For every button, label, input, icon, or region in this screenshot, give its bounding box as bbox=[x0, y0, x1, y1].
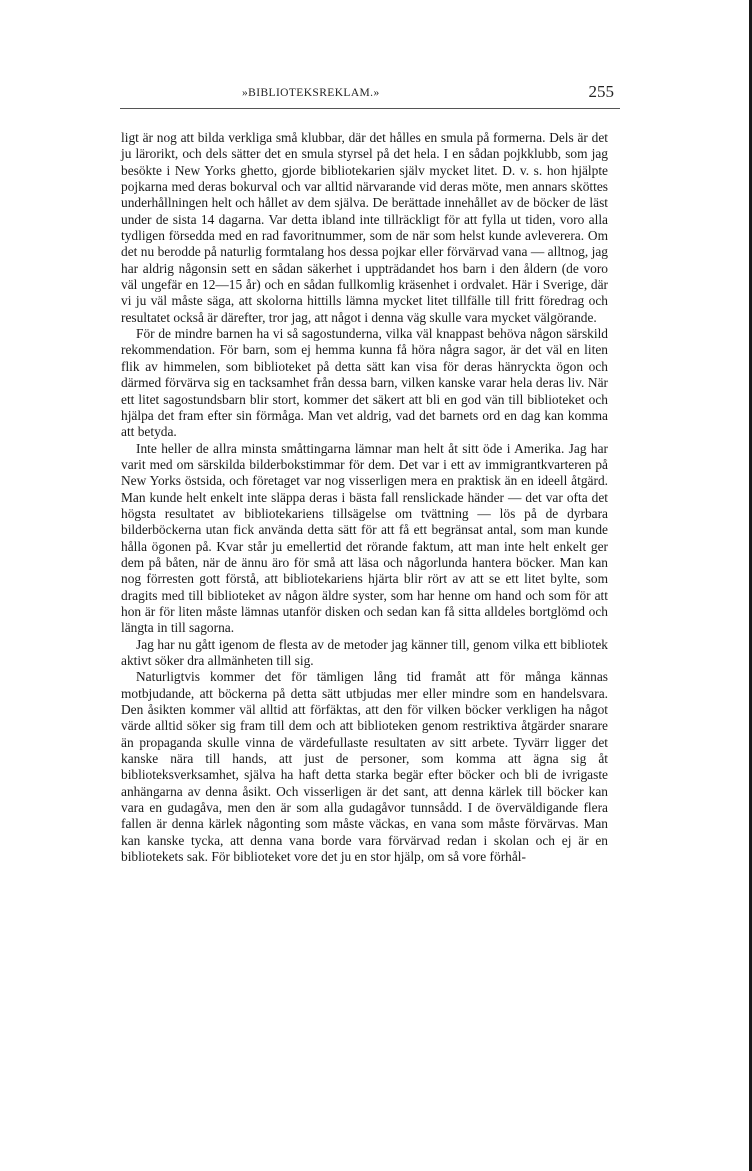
running-head: »BIBLIOTEKSREKLAM.» bbox=[242, 87, 380, 99]
paragraph: Jag har nu gått igenom de flesta av de metoder jag känner till, genom vilka ett bibliotek aktivt söker dra allmänheten till sig. bbox=[121, 636, 608, 668]
paragraph: Naturligtvis kommer det för tämligen lång tid framåt att för många kännas motbjudande, att böckerna på detta sätt utbjudas mer eller mindre som en handelsvara. Den åsikten kommer väl alltid att förfäktas, att den för vilken böcker verkligen ha något värde alltid söker sig fram till dem och att biblioteken genom restriktiva åtgärder snarare än propaganda skulle vinna de värdefullaste resultaten av sitt arbete. Tyvärr ligger det kanske nära till hands, att just de personer, som komma att ägna sig åt biblioteksverksamhet, själva ha haft detta starka begär efter böcker och bli de ivrigaste anhängarna av denna åsikt. Och visserligen är det sant, att denna kärlek till böcker kan vara en gudagåva, men den är som alla gudagåvor tunnsådd. I de överväldigande flera fallen är denna kärlek någonting som måste väckas, en vana som måste förvärvas. Man kan kanske tycka, att denna vana borde vara förvärvad redan i skolan och ej är en bibliotekets sak. För biblioteket vore det ju en stor hjälp, om så vore förhål- bbox=[121, 669, 608, 865]
body-text bbox=[121, 130, 608, 865]
paragraph: ligt är nog att bilda verkliga små klubbar, där det hålles en smula på formerna. Dels är det ju lärorikt, och dels sätter det en smula styrsel på det hela. I en sådan pojkklubb, som jag besökte i New Yorks ghetto, gjorde bibliotekarien själv mycket litet. D. v. s. hon hjälpte pojkarna med deras bokurval och var alltid närvarande vid deras möte, men annars sköttes underhållningen helt och hållet av dem själva. De berättade innehållet av de böcker de läst under de sista 14 dagarna. Var detta ibland inte tillräckligt för att fylla ut tiden, voro alla tydligen försedda med en rad favoritnummer, som de när som helst kunde avleverera. Om det nu berodde på naturlig formtalang hos dessa pojkar eller förvärvad vana — alltnog, jag har aldrig någonsin sett en sådan säkerhet i uppträdandet hos barn i den åldern (de voro väl ungefär en 12—15 år) och en sådan fullkomlig kräsenhet i ordvalet. Här i Sverige, där vi ju väl måste säga, att skolorna hittills lämna mycket litet tillfälle till fritt föredrag och resultatet också är därefter, tror jag, att något i denna väg skulle vara mycket välgörande. bbox=[121, 130, 608, 325]
page-header bbox=[120, 82, 620, 109]
paragraph: Inte heller de allra minsta småttingarna lämnar man helt åt sitt öde i Amerika. Jag har varit med om särskilda bilderbokstimmar för dem. Det var i ett av immigrantkvarteren på New Yorks östsida, och företaget var nog visserligen mera en praktisk än en ideell åtgärd. Man kunde helt enkelt inte släppa deras i bästa fall renslickade händer — det var ofta det högsta resultatet av bibliotekariens tillsägelse om tvättning — lös på de dyrbara bilderböckerna utan fick använda detta sätt för att få ett begränsat antal, som man kunde hålla ögonen på. Kvar står ju emellertid det rörande faktum, att man inte helt enkelt ger dem på båten, när de ännu äro för små att läsa och någorlunda hantera böcker. Man kan nog förresten gott förstå, att bibliotekariens hjärta blir rört av att se ett litet bylte, som dragits med till biblioteket av någon äldre syster, som har henne om hand och som för att hon är för liten måste lämnas utanför disken och sedan kan få sitta alldeles bortglömd och längta in till sagorna. bbox=[121, 440, 608, 636]
paragraph: För de mindre barnen ha vi så sagostunderna, vilka väl knappast behöva någon särskild rekommendation. För barn, som ej hemma kunna få höra några sagor, är det väl en liten flik av himmelen, som biblioteket på detta sätt kan visa för deras hänryckta ögon och därmed förvärva sig en tacksamhet från dessa barn, vilken kanske varar hela deras liv. När ett litet sagostundsbarn blir stort, kommer det säkert att bli en god vän till biblioteket och hjälpa det fram efter sin förmåga. Man vet aldrig, vad det barnets ord en dag kan komma att betyda. bbox=[121, 326, 608, 440]
page-number: 255 bbox=[588, 82, 614, 101]
